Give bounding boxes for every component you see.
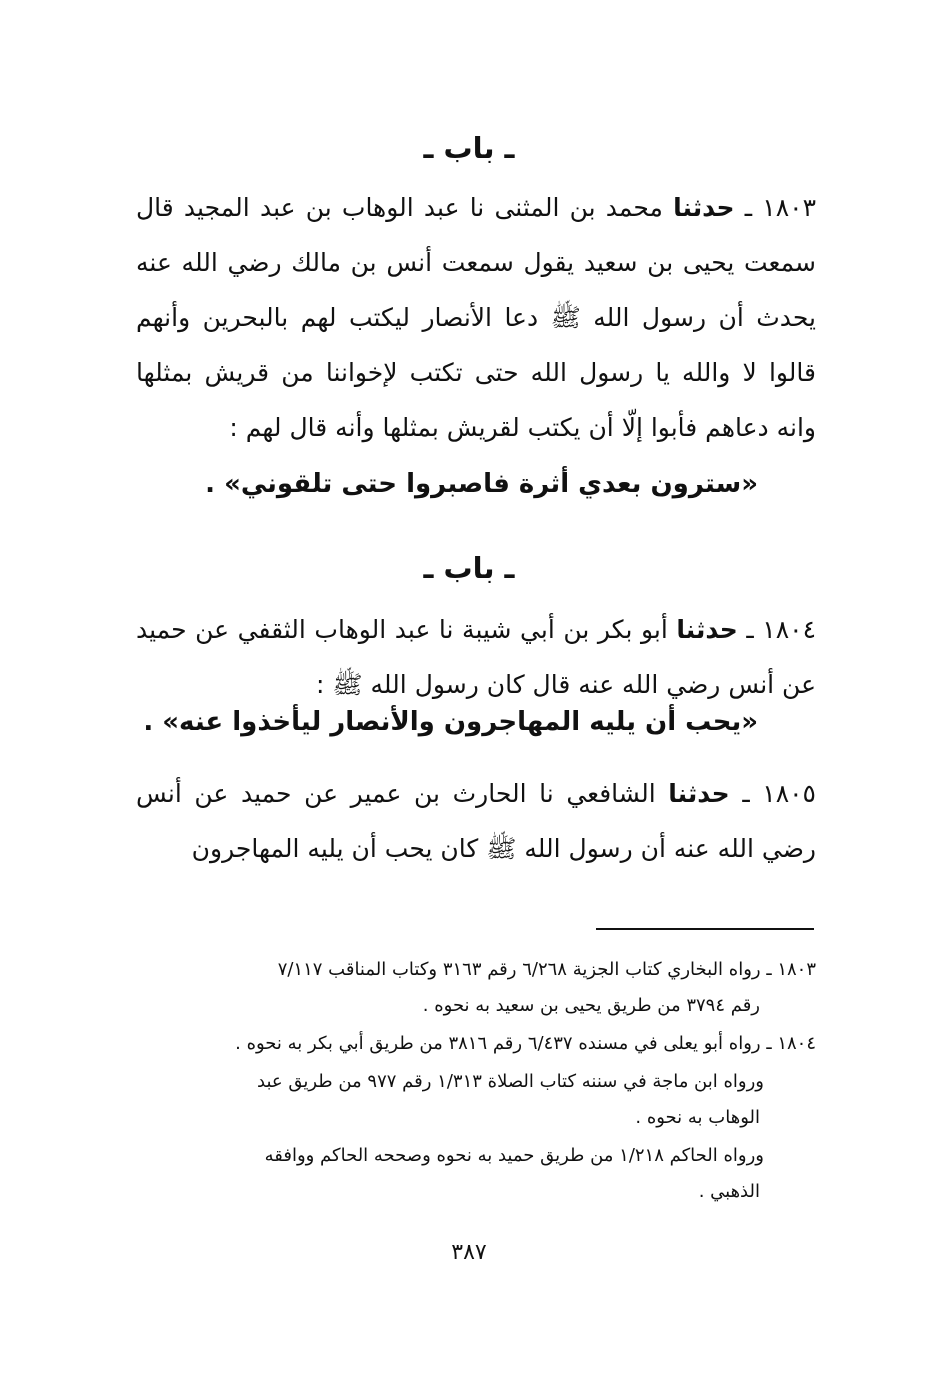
- chapter-heading: ـ باب ـ: [423, 131, 515, 165]
- footnote-divider: [596, 928, 814, 930]
- hadith-quote: «سترون بعدي أثرة فاصبروا حتى تلقوني» .: [205, 469, 758, 499]
- hadith-lead: حدثنا: [673, 193, 735, 222]
- chapter-heading: ـ باب ـ: [423, 551, 515, 585]
- hadith-lead: حدثنا: [668, 779, 730, 808]
- footnote-line: الذهبي .: [698, 1181, 760, 1202]
- page-number: ٣٨٧: [451, 1240, 487, 1265]
- hadith-number: ١٨٠٣ ـ: [744, 193, 817, 222]
- footnote-line: رقم ٣٧٩٤ من طريق يحيى بن سعيد به نحوه .: [422, 995, 760, 1016]
- footnote-line: ١٨٠٣ ـ رواه البخاري كتاب الجزية ٦/٢٦٨ رقم ٣١٦٣ وكتاب المناقب ٧/١١٧: [277, 959, 816, 980]
- hadith-lead: حدثنا: [676, 615, 738, 644]
- hadith-text: أبو بكر بن أبي شيبة نا عبد الوهاب الثقفي عن حميد عن أنس رضي الله عنه قال كان رسول الله ﷺ :: [136, 615, 816, 699]
- footnote-line: ورواه الحاكم ١/٢١٨ من طريق حميد به نحوه وصححه الحاكم ووافقه: [264, 1145, 764, 1166]
- hadith-1805: [136, 766, 816, 876]
- footnote-line: ١٨٠٤ ـ رواه أبو يعلى في مسنده ٦/٤٣٧ رقم ٣٨١٦ من طريق أبي بكر به نحوه .: [235, 1033, 816, 1054]
- hadith-1804: [136, 602, 816, 712]
- hadith-number: ١٨٠٥ ـ: [742, 779, 816, 808]
- hadith-text: الشافعي نا الحارث بن عمير عن حميد عن أنس رضي الله عنه أن رسول الله ﷺ كان يحب أن يليه المهاجرون: [136, 779, 816, 863]
- hadith-text: محمد بن المثنى نا عبد الوهاب بن عبد المجيد قال سمعت يحيى بن سعيد يقول سمعت أنس بن مالك رضي الله عنه يحدث أن رسول الله ﷺ دعا الأنصار ليكتب لهم بالبحرين وأنهم قالوا لا والله يا رسول الله حتى تكتب لإخواننا من قريش بمثلها وانه دعاهم فأبوا إلّا أن يكتب لقريش بمثلها وأنه قال لهم :: [136, 193, 816, 442]
- hadith-number: ١٨٠٤ ـ: [746, 615, 817, 644]
- footnote-line: الوهاب به نحوه .: [635, 1107, 760, 1128]
- hadith-1803: [136, 180, 816, 455]
- footnote-line: ورواه ابن ماجة في سننه كتاب الصلاة ١/٣١٣ رقم ٩٧٧ من طريق عبد: [257, 1071, 764, 1092]
- hadith-quote: «يحب أن يليه المهاجرون والأنصار ليأخذوا عنه» .: [143, 707, 758, 737]
